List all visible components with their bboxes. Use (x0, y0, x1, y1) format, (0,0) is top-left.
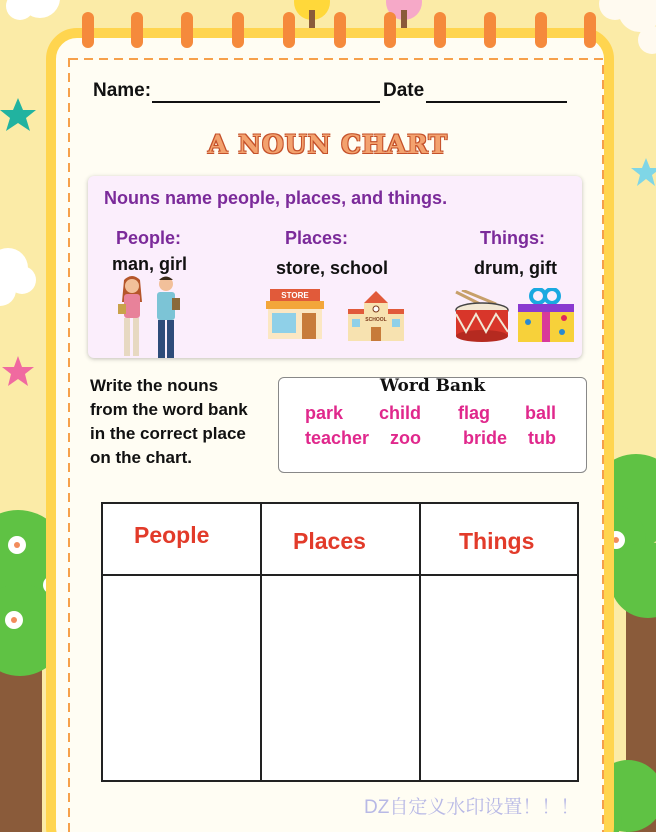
store-illustration (264, 289, 326, 341)
binder-ring (82, 12, 94, 48)
word-bank-word: child (379, 403, 422, 423)
name-field[interactable] (152, 101, 380, 103)
star-teal-icon (0, 98, 36, 131)
word-bank-word: tub (528, 428, 556, 448)
binder-ring (283, 12, 295, 48)
word-bank-word: zoo (390, 428, 421, 448)
store-sign-text: STORE (281, 291, 309, 300)
date-field[interactable] (426, 101, 567, 103)
star-cyan-icon (631, 158, 656, 186)
people-illustration (112, 274, 192, 360)
category-label-things: Things: (480, 228, 545, 248)
chart-cell-people[interactable] (103, 574, 259, 780)
binder-ring (584, 12, 596, 48)
binder-ring (384, 12, 396, 48)
girl-figure (118, 276, 142, 356)
word-bank-title: Word Bank (379, 376, 486, 396)
chart-header-things: Things (459, 528, 535, 554)
category-examples-places: store, school (276, 258, 389, 278)
school-illustration (346, 291, 406, 341)
binder-ring (484, 12, 496, 48)
instructions-line: on the chart. (90, 448, 193, 467)
instructions-line: from the word bank (90, 400, 248, 419)
word-bank-word: flag (458, 403, 491, 423)
worksheet-title: A NOUN CHART (208, 130, 448, 159)
word-bank-word: park (305, 403, 344, 423)
gift-illustration (514, 288, 580, 344)
drum-illustration (452, 290, 512, 342)
chart-cell-things[interactable] (421, 574, 577, 780)
binder-ring (434, 12, 446, 48)
binder-ring (131, 12, 143, 48)
instructions (90, 374, 280, 470)
word-bank-word: teacher (305, 428, 370, 448)
chart-header-people: People (134, 522, 210, 548)
lollipop-tree-icon (294, 0, 422, 30)
binder-ring (535, 12, 547, 48)
instructions-line: Write the nouns (90, 376, 219, 395)
cloud-left (0, 248, 36, 306)
cloud-top-left (6, 0, 60, 20)
date-label: Date (383, 80, 425, 101)
chart-cell-places[interactable] (262, 574, 418, 780)
category-examples-people: man, girl (112, 254, 188, 274)
category-label-people: People: (116, 228, 182, 248)
binder-ring (232, 12, 244, 48)
school-sign-text: SCHOOL (365, 317, 387, 323)
name-label: Name: (93, 80, 152, 101)
watermark-text: DZ自定义水印设置！！！ (364, 797, 580, 818)
word-bank-word: bride (463, 428, 508, 448)
category-examples-things: drum, gift (474, 258, 557, 278)
chart-header-places: Places (293, 528, 366, 554)
word-bank-word: ball (525, 403, 557, 423)
category-label-places: Places: (285, 228, 349, 248)
binder-ring (181, 12, 193, 48)
binder-ring (334, 12, 346, 48)
instructions-line: in the correct place (90, 424, 246, 443)
definition-text: Nouns name people, places, and things. (104, 188, 448, 208)
man-figure (157, 277, 180, 359)
star-pink-icon (2, 356, 34, 386)
